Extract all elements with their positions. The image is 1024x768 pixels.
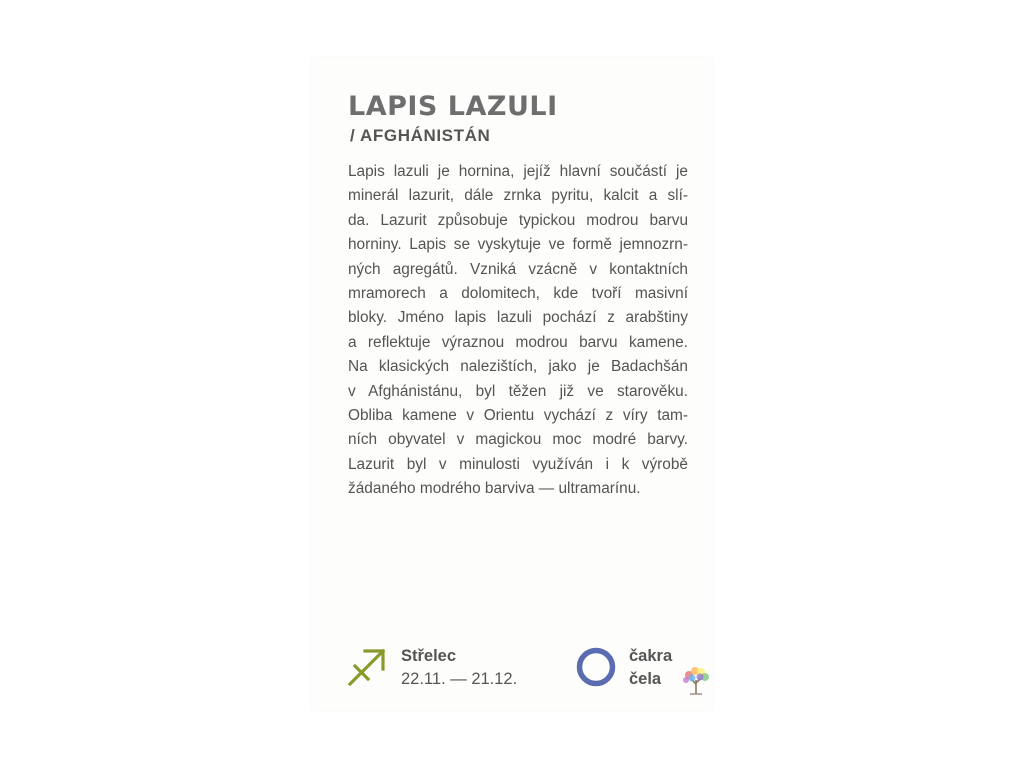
- zodiac-name: Střelec: [401, 647, 457, 665]
- description-line: da. Lazurit způsobuje typickou modrou barvu: [348, 211, 688, 229]
- description-line: a reflektuje výraznou modrou barvu kamene.: [348, 333, 688, 351]
- zodiac-dates: 22.11. — 21.12.: [401, 670, 518, 688]
- description-line: bloky. Jméno lapis lazuli pochází z arabštiny: [348, 309, 688, 327]
- description-line: mramorech a dolomitech, kde tvoří masivní: [348, 284, 688, 302]
- description-line: Obliba kamene v Orientu vychází z víry tam-: [348, 406, 688, 424]
- description-line: Lapis lazuli je hornina, jejíž hlavní součástí je: [348, 163, 688, 180]
- description-line: ných agregátů. Vzniká vzácně v kontaktních: [348, 260, 688, 278]
- description-line: Na klasických nalezištích, jako je Badachšán: [348, 358, 688, 376]
- stone-title: LAPIS LAZULI: [348, 91, 558, 122]
- description-line: ních obyvatel v magickou moc modré barvy.: [348, 431, 688, 449]
- chakra-label-line1: čakra: [629, 647, 673, 665]
- description-line: minerál lazurit, dále zrnka pyritu, kalcit a slí-: [348, 187, 688, 205]
- chakra-label-line2: čela: [629, 670, 662, 688]
- stone-origin: / AFGHÁNISTÁN: [350, 126, 491, 145]
- description-line: v Afghánistánu, byl těžen již ve starověku.: [348, 382, 688, 400]
- stone-description: [348, 160, 688, 501]
- chakra-tree-icon: [680, 664, 712, 696]
- description-line: žádaného modrého barviva — ultramarínu.: [348, 480, 641, 498]
- sagittarius-icon: [346, 646, 388, 688]
- description-line: Lazurit byl v minulosti využíván i k výrobě: [348, 455, 688, 473]
- description-line: horniny. Lapis se vyskytuje ve formě jemnozrn-: [348, 236, 688, 254]
- chakra-ring-icon: [575, 646, 617, 688]
